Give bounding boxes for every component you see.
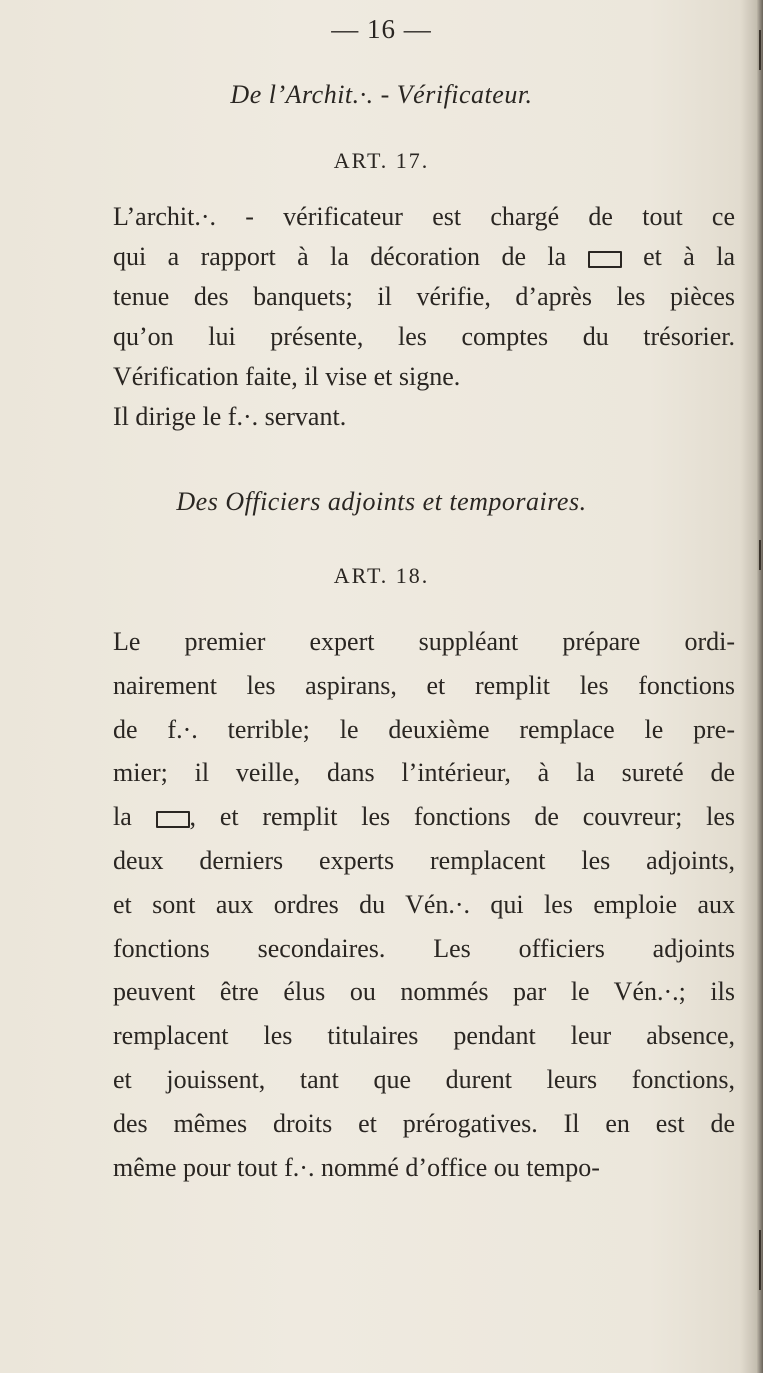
text-segment: nairement les aspirans, et remplit les fonctions bbox=[113, 670, 735, 700]
text-segment: peuvent être élus ou nommés par le Vén.·.; ils bbox=[113, 977, 735, 1007]
text-segment: de f.·. terrible; le deuxième remplace le pre- bbox=[113, 714, 735, 744]
text-segment: mier; il veille, dans l’intérieur, à la sureté de bbox=[113, 758, 735, 788]
article-17-text bbox=[113, 197, 735, 437]
text-segment: qu’on lui présente, les comptes du trésorier. bbox=[113, 322, 735, 351]
section-title: De l’Archit.·. - Vérificateur. bbox=[230, 80, 533, 109]
text-line bbox=[113, 664, 735, 708]
text-line bbox=[113, 1058, 735, 1102]
text-segment: L’archit.·. - vérificateur est chargé de tout ce bbox=[113, 202, 735, 231]
article-18-text bbox=[113, 620, 735, 1189]
text-line bbox=[113, 357, 735, 397]
text-line bbox=[113, 795, 735, 839]
article-heading: ART. 18. bbox=[333, 563, 430, 588]
text-segment: la bbox=[113, 802, 132, 832]
text-segment: , et remplit les fonctions de couvreur; les bbox=[189, 802, 736, 832]
text-segment: qui a rapport à la décoration de la bbox=[113, 242, 567, 271]
text-line bbox=[113, 708, 735, 752]
section-title: Des Officiers adjoints et temporaires. bbox=[176, 487, 587, 516]
text-segment: et à la bbox=[643, 242, 736, 271]
text-line bbox=[113, 1146, 735, 1190]
text-line bbox=[113, 839, 735, 883]
text-line bbox=[113, 397, 735, 437]
text-line bbox=[113, 317, 735, 357]
text-line bbox=[113, 927, 735, 971]
text-segment: et sont aux ordres du Vén.·. qui les emploie aux bbox=[113, 889, 735, 919]
text-segment: Il dirige le f.·. servant. bbox=[113, 402, 347, 431]
text-line bbox=[113, 1102, 735, 1146]
article-heading: ART. 17. bbox=[333, 148, 430, 173]
text-segment: des mêmes droits et prérogatives. Il en est de bbox=[113, 1108, 735, 1138]
page-number-header: — 16 — bbox=[331, 14, 432, 44]
text-segment: Le premier expert suppléant prépare ordi- bbox=[113, 627, 735, 656]
text-line bbox=[113, 970, 735, 1014]
text-segment: Vérification faite, il vise et signe. bbox=[113, 362, 461, 391]
text-segment: même pour tout f.·. nommé d’office ou tempo- bbox=[113, 1152, 600, 1182]
text-segment: remplacent les titulaires pendant leur absence, bbox=[113, 1021, 735, 1051]
lodge-symbol-icon bbox=[156, 811, 190, 828]
lodge-symbol-icon bbox=[588, 251, 622, 268]
text-line bbox=[113, 620, 735, 664]
edge-mark bbox=[759, 1230, 761, 1290]
text-line bbox=[113, 751, 735, 795]
text-line bbox=[113, 1014, 735, 1058]
text-segment: deux derniers experts remplacent les adjoints, bbox=[113, 845, 735, 875]
text-line bbox=[113, 883, 735, 927]
text-line bbox=[113, 237, 735, 277]
text-segment: tenue des banquets; il vérifie, d’après les pièces bbox=[113, 282, 735, 311]
text-line bbox=[113, 277, 735, 317]
page-edge bbox=[757, 0, 763, 1373]
text-segment: et jouissent, tant que durent leurs fonctions, bbox=[113, 1064, 735, 1094]
text-line bbox=[113, 197, 735, 237]
text-segment: fonctions secondaires. Les officiers adjoints bbox=[113, 933, 735, 963]
